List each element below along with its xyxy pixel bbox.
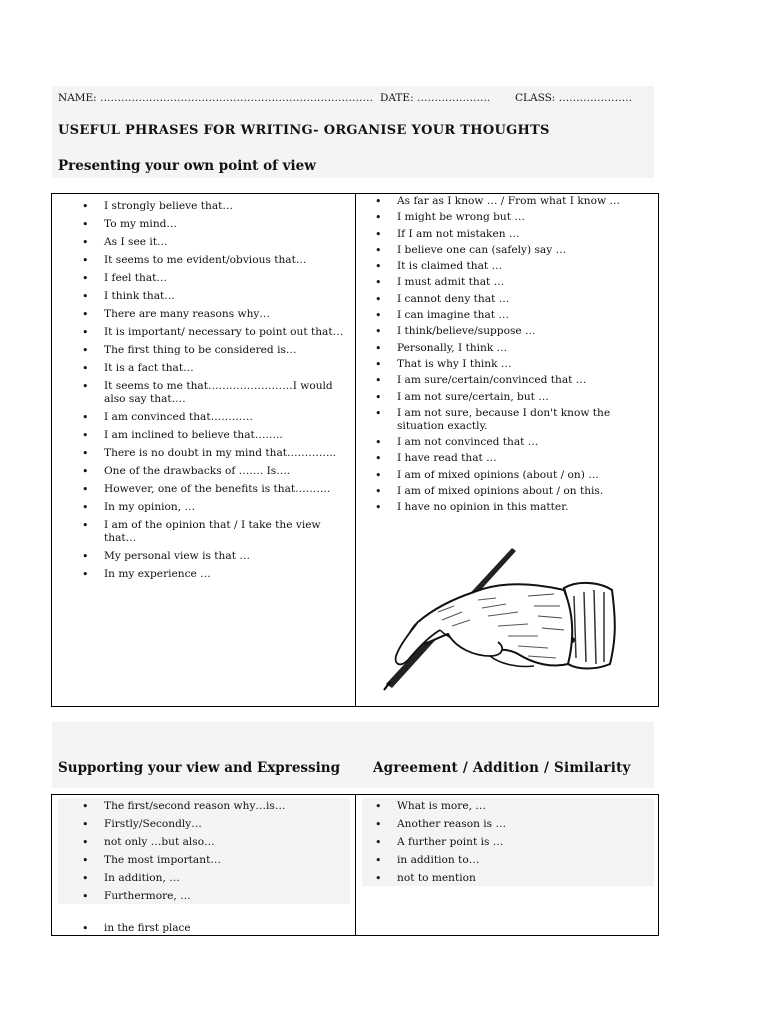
list-item: • It seems to me evident/obvious that…: [58, 254, 353, 267]
list-item: • I believe one can (safely) say …: [365, 244, 657, 257]
list-item: • However, one of the benefits is that……….: [58, 483, 353, 496]
class-field: CLASS: …………………: [515, 92, 633, 104]
list-item: • I have no opinion in this matter.: [365, 501, 657, 514]
list-item: • I feel that…: [58, 272, 353, 285]
list-item: • I am sure/certain/convinced that …: [365, 374, 657, 387]
list-item: • One of the drawbacks of ……. Is….: [58, 465, 353, 478]
list-item: • There are many reasons why…: [58, 308, 353, 321]
section2-title-left: Supporting your view and Expressing: [58, 760, 341, 776]
list-item: • in addition to…: [365, 854, 657, 867]
section1-title: Presenting your own point of view: [58, 158, 316, 174]
list-item: • Furthermore, …: [58, 890, 353, 903]
section2-band: [52, 722, 654, 788]
list-item: • It is a fact that…: [58, 362, 353, 375]
list-item: • I am not convinced that …: [365, 436, 657, 449]
hand-writing-illustration: [378, 540, 634, 696]
list-item: • It is claimed that …: [365, 260, 657, 273]
list-item: • That is why I think …: [365, 358, 657, 371]
list-item: • Firstly/Secondly…: [58, 818, 353, 831]
list-item: • I am not sure, because I don't know the situation exactly.: [365, 407, 657, 433]
list-item: • not to mention: [365, 872, 657, 885]
list-item: • The first thing to be considered is…: [58, 344, 353, 357]
list-item: • If I am not mistaken …: [365, 228, 657, 241]
list-item: • In my experience …: [58, 568, 353, 581]
list-item: • I cannot deny that …: [365, 293, 657, 306]
list-item: • not only …but also…: [58, 836, 353, 849]
section2-left-extra-list: [58, 922, 353, 940]
section1-divider: [355, 194, 356, 706]
section2-right-list: [365, 800, 657, 890]
list-item: • I can imagine that …: [365, 309, 657, 322]
list-item: • As far as I know … / From what I know …: [365, 195, 657, 208]
section1-left-list: [58, 200, 353, 586]
list-item: • My personal view is that …: [58, 550, 353, 563]
list-item: • in the first place: [58, 922, 353, 935]
list-item: • I have read that …: [365, 452, 657, 465]
section2-title-right: Agreement / Addition / Similarity: [373, 760, 631, 776]
list-item: • There is no doubt in my mind that…………..: [58, 447, 353, 460]
section2-divider: [355, 795, 356, 935]
list-item: • It seems to me that……………………I would also say that….: [58, 380, 353, 406]
list-item: • I am convinced that…………: [58, 411, 353, 424]
page-title: USEFUL PHRASES FOR WRITING- ORGANISE YOUR THOUGHTS: [58, 123, 550, 138]
list-item: • I am of the opinion that / I take the view that…: [58, 519, 353, 545]
list-item: • In addition, …: [58, 872, 353, 885]
date-field: DATE: …………………: [380, 92, 491, 104]
list-item: • A further point is …: [365, 836, 657, 849]
list-item: • To my mind…: [58, 218, 353, 231]
list-item: • The first/second reason why…is…: [58, 800, 353, 813]
list-item: • I am of mixed opinions about / on this.: [365, 485, 657, 498]
list-item: • It is important/ necessary to point out that…: [58, 326, 353, 339]
list-item: • Personally, I think …: [365, 342, 657, 355]
list-item: • Another reason is …: [365, 818, 657, 831]
list-item: • In my opinion, …: [58, 501, 353, 514]
list-item: • I might be wrong but …: [365, 211, 657, 224]
section2-left-list: [58, 800, 353, 908]
list-item: • I am inclined to believe that……..: [58, 429, 353, 442]
list-item: • I am of mixed opinions (about / on) …: [365, 469, 657, 482]
section1-right-list: [365, 195, 657, 518]
list-item: • I think/believe/suppose …: [365, 325, 657, 338]
list-item: • I think that…: [58, 290, 353, 303]
name-field: NAME: ……………………………………………………………………: [58, 92, 374, 104]
list-item: • The most important…: [58, 854, 353, 867]
list-item: • What is more, …: [365, 800, 657, 813]
list-item: • I strongly believe that…: [58, 200, 353, 213]
list-item: • As I see it…: [58, 236, 353, 249]
list-item: • I am not sure/certain, but …: [365, 391, 657, 404]
list-item: • I must admit that …: [365, 276, 657, 289]
